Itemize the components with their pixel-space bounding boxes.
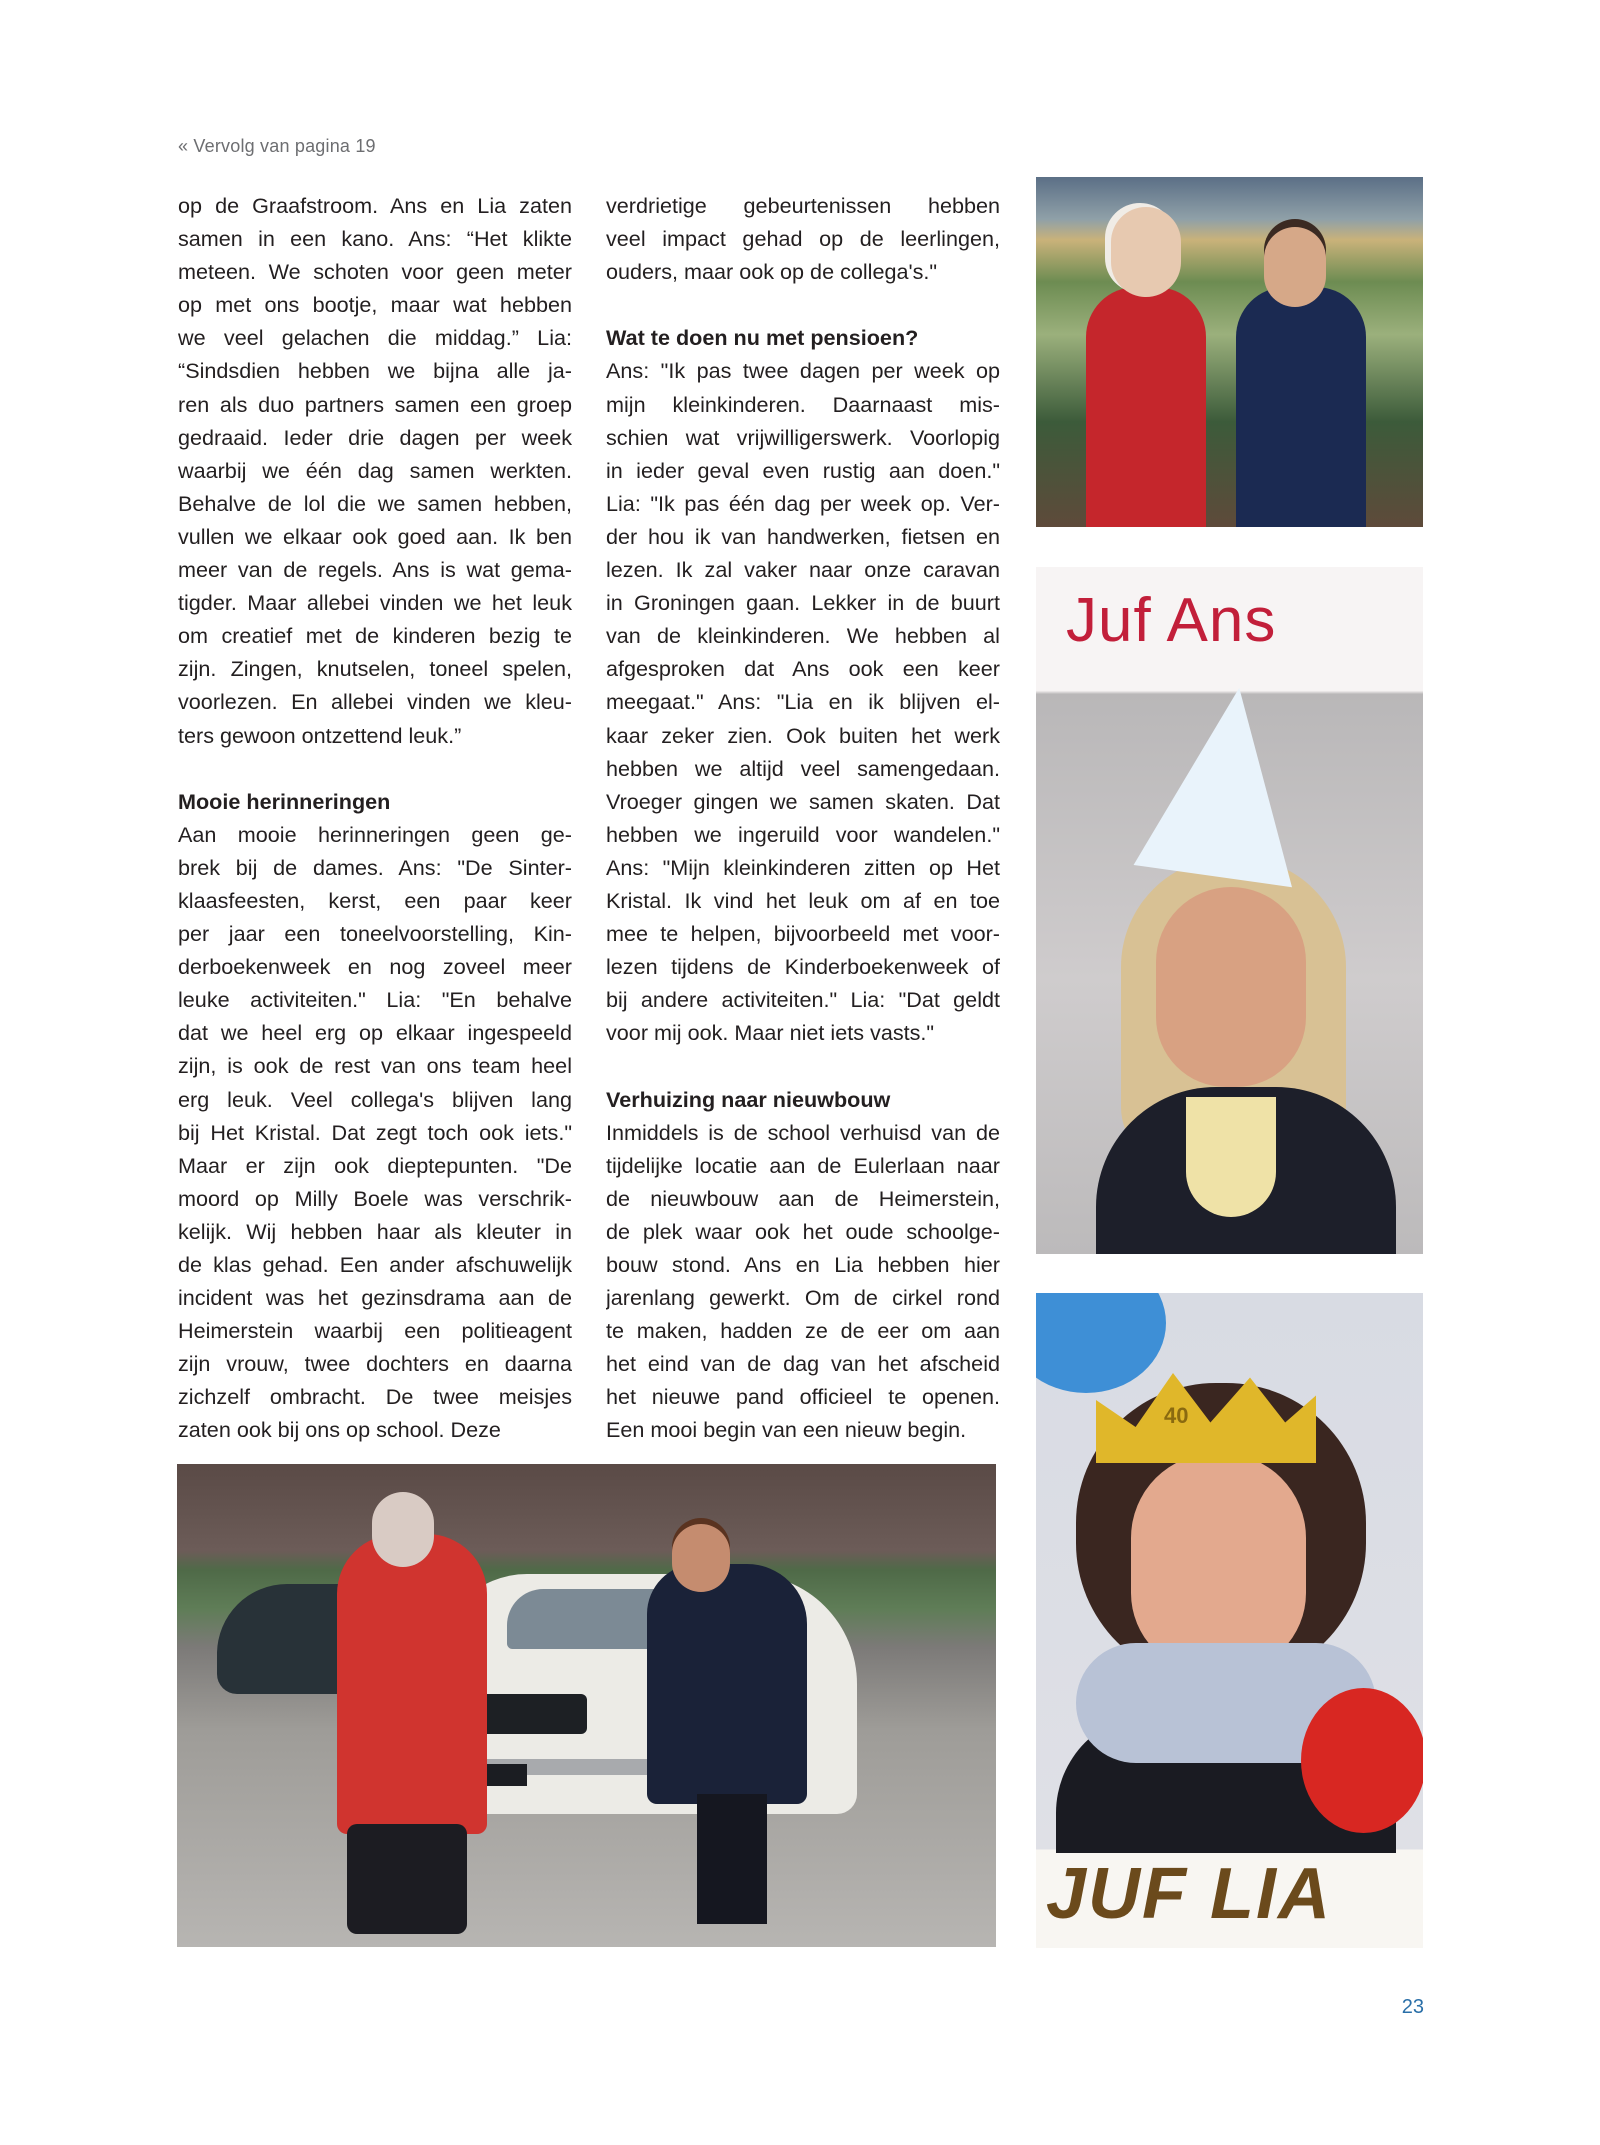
section-paragraph: [178, 818, 572, 1447]
text-line: zijn vrouw, twee dochters en daarna: [178, 1351, 572, 1377]
text-line: Ans: "Ik pas twee dagen per week op: [606, 358, 1000, 384]
section-paragraph: [606, 354, 1000, 1049]
text-line: dat we heel erg op elkaar ingespeeld: [178, 1020, 572, 1046]
photo-banner-text: Juf Ans: [1066, 586, 1277, 655]
text-line: in Groningen gaan. Lekker in de buurt: [606, 590, 1000, 616]
person-dark-coat: [647, 1564, 807, 1804]
person-head: [1111, 207, 1181, 297]
person-blue-coat: [1236, 287, 1366, 527]
text-line: ren als duo partners samen een groep: [178, 391, 572, 417]
text-line: op de Graafstroom. Ans en Lia zaten: [178, 193, 572, 218]
text-line: het eind van de dag van het afscheid: [606, 1351, 1000, 1377]
text-line: bij andere activiteiten." Lia: "Dat geldt: [606, 987, 1000, 1013]
text-line: waarbij we één dag samen werkten.: [178, 457, 572, 483]
article-column-1: [178, 189, 572, 1447]
heading-verhuizing: Verhuizing naar nieuwbouw: [606, 1086, 891, 1112]
text-line: het nieuwe pand officieel te openen.: [606, 1384, 1000, 1410]
person-head: [672, 1524, 730, 1592]
text-line: afgesproken dat Ans ook een keer: [606, 656, 1000, 682]
article-column-2: [606, 189, 1000, 1447]
text-line: mijn kleinkinderen. Daarnaast mis-: [606, 391, 1000, 417]
text-line: op met ons bootje, maar wat hebben: [178, 292, 572, 318]
section-paragraph: [606, 1116, 1000, 1447]
text-line: kaar zeker zien. Ook buiten het werk: [606, 722, 1000, 748]
text-line: ouders, maar ook op de collega's.": [606, 259, 938, 285]
text-line: de plek waar ook het oude schoolge-: [606, 1218, 1000, 1244]
text-line: tijdelijke locatie aan de Eulerlaan naar: [606, 1152, 1000, 1178]
text-line: mee te helpen, bijvoorbeeld met voor-: [606, 921, 1000, 947]
person-legs: [347, 1824, 467, 1934]
text-line: verdrietige gebeurtenissen hebben: [606, 193, 1000, 218]
text-line: Behalve de lol die we samen hebben,: [178, 490, 572, 516]
text-line: gedraaid. Ieder drie dagen per week: [178, 424, 572, 450]
text-line: voorlezen. En allebei vinden we kleu-: [178, 689, 572, 715]
text-line: moord op Milly Boele was verschrik-: [178, 1185, 572, 1211]
text-line: we veel gelachen die middag.” Lia:: [178, 325, 572, 351]
text-line: kelijk. Wij hebben haar als kleuter in: [178, 1218, 572, 1244]
text-line: meer van de regels. Ans is wat gema-: [178, 557, 572, 583]
text-line: klaasfeesten, kerst, een paar keer: [178, 887, 572, 913]
text-line: voor mij ook. Maar niet iets vasts.": [606, 1020, 935, 1046]
photo-banner-text: JUF LIA: [1046, 1854, 1333, 1934]
balloon-icon: [1036, 1293, 1166, 1393]
text-line: incident was het gezinsdrama aan de: [178, 1285, 572, 1311]
text-line: der hou ik van handwerken, fietsen en: [606, 523, 1000, 549]
text-line: hebben we altijd veel samengedaan.: [606, 755, 1000, 781]
text-line: Aan mooie herinneringen geen ge-: [178, 821, 572, 847]
text-line: Lia: "Ik pas één dag per week op. Ver-: [606, 490, 1000, 516]
text-line: om creatief met de kinderen bezig te: [178, 623, 572, 649]
text-line: te maken, hadden ze de eer om aan: [606, 1318, 1000, 1344]
person-legs: [697, 1794, 767, 1924]
person-head: [372, 1492, 434, 1567]
intro-paragraph: [606, 189, 1000, 288]
intro-paragraph: [178, 189, 572, 752]
page-number: 23: [1401, 1996, 1424, 2018]
text-line: lezen tijdens de Kinderboekenweek of: [606, 954, 1000, 980]
text-line: vullen we elkaar ook goed aan. Ik ben: [178, 523, 572, 549]
person-head: [1264, 227, 1326, 307]
text-line: ters gewoon ontzettend leuk.”: [178, 722, 462, 748]
text-line: lezen. Ik zal vaker naar onze caravan: [606, 557, 1000, 583]
text-line: derboekenweek en nog zoveel meer: [178, 954, 572, 980]
text-line: “Sindsdien hebben we bijna alle ja-: [178, 358, 572, 384]
text-line: bouw stond. Ans en Lia hebben hier: [606, 1252, 1000, 1277]
heading-mooie-herinneringen: Mooie herinneringen: [178, 788, 391, 814]
text-line: Inmiddels is de school verhuisd van de: [606, 1119, 1000, 1145]
photo-juf-ans: [1036, 567, 1423, 1254]
balloon-icon: [1301, 1688, 1423, 1833]
photo-playground: [1036, 177, 1423, 527]
person-red-coat: [1086, 287, 1206, 527]
text-line: zijn, is ook de rest van ons team heel: [178, 1053, 572, 1079]
person-red-coat: [337, 1534, 487, 1834]
photo-juf-lia: [1036, 1293, 1423, 1948]
collar: [1186, 1097, 1276, 1217]
text-line: per jaar een toneelvoorstelling, Kin-: [178, 921, 572, 947]
text-line: brek bij de dames. Ans: "De Sinter-: [178, 854, 572, 880]
text-line: meegaat." Ans: "Lia en ik blijven el-: [606, 689, 1000, 715]
face: [1131, 1453, 1306, 1673]
text-line: erg leuk. Veel collega's blijven lang: [178, 1086, 572, 1112]
text-line: zaten ook bij ons op school. Deze: [178, 1417, 501, 1443]
text-line: van de kleinkinderen. We hebben al: [606, 623, 1000, 649]
text-line: de nieuwbouw aan de Heimerstein,: [606, 1185, 1000, 1211]
text-line: zichzelf ombracht. De twee meisjes: [178, 1384, 572, 1410]
text-line: veel impact gehad op de leerlingen,: [606, 226, 1000, 252]
text-line: samen in een kano. Ans: “Het klikte: [178, 226, 572, 252]
text-line: leuke activiteiten." Lia: "En behalve: [178, 987, 572, 1013]
text-line: in ieder geval even rustig aan doen.": [606, 457, 1000, 483]
text-line: Heimerstein waarbij een politieagent: [178, 1318, 572, 1344]
crown-number: 40: [1164, 1403, 1189, 1428]
text-line: Ans: "Mijn kleinkinderen zitten op Het: [606, 854, 1000, 880]
text-line: zijn. Zingen, knutselen, toneel spelen,: [178, 656, 572, 682]
text-line: hebben we ingeruild voor wandelen.": [606, 821, 1000, 847]
kicker-continued-from: « Vervolg van pagina 19: [178, 136, 376, 156]
text-line: de klas gehad. Een ander afschuwelijk: [178, 1252, 572, 1277]
heading-pensioen: Wat te doen nu met pensioen?: [606, 325, 919, 351]
text-line: meteen. We schoten voor geen meter: [178, 259, 572, 285]
text-line: schien wat vrijwilligerswerk. Voorlopig: [606, 424, 1000, 450]
text-line: Maar er zijn ook dieptepunten. "De: [178, 1152, 572, 1178]
text-line: Een mooi begin van een nieuw begin.: [606, 1417, 967, 1443]
text-line: jarenlang gewerkt. Om de cirkel rond: [606, 1285, 1000, 1311]
text-line: Vroeger gingen we samen skaten. Dat: [606, 788, 1000, 814]
party-hat-icon: [1134, 677, 1319, 887]
text-line: tigder. Maar allebei vinden we het leuk: [178, 590, 572, 616]
text-line: Kristal. Ik vind het leuk om af en toe: [606, 887, 1000, 913]
text-line: bij Het Kristal. Dat zegt toch ook iets.": [178, 1119, 572, 1145]
face: [1156, 887, 1306, 1087]
photo-classic-car: [177, 1464, 996, 1947]
